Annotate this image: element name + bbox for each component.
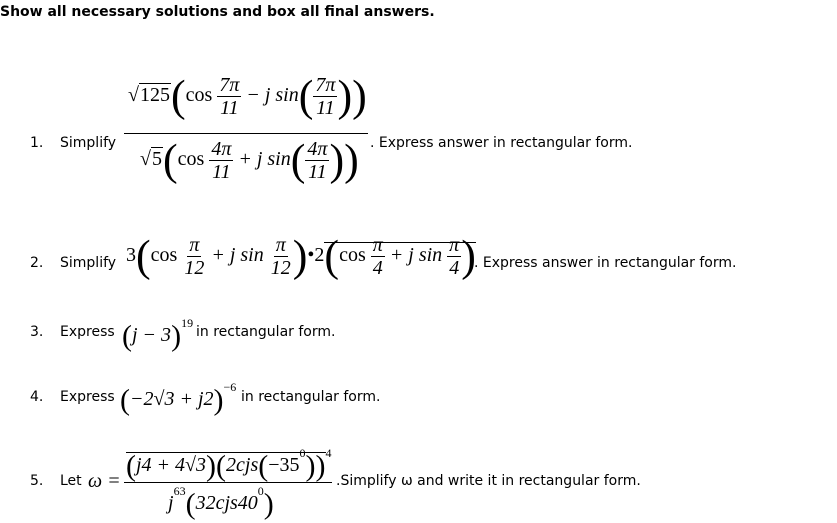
problem-1-lead: Simplify xyxy=(60,135,117,151)
problem-4-tail: in rectangular form. xyxy=(241,389,381,405)
problem-3-number: 3. xyxy=(30,324,44,340)
problem-3-tail: in rectangular form. xyxy=(196,324,336,340)
problem-5-number: 5. xyxy=(30,473,44,489)
problem-5-omega: ω = xyxy=(88,470,121,492)
problem-5-lead: Let xyxy=(60,473,82,489)
problem-4-lead: Express xyxy=(60,389,115,405)
instructions-heading: Show all necessary solutions and box all final answers. xyxy=(0,4,435,20)
problem-5-numerator: $(j4 + 4√3)(2cjs(-35^0))^4$ xyxy=(126,446,332,483)
problem-1-denominator: √5(cos $\frac{4\pi}{11}$ + j sin( $\frac{4\pi}{11}$ )) xyxy=(140,135,359,185)
problem-5-tail: .Simplify ω and write it in rectangular form. xyxy=(336,473,641,489)
problem-2-tail: . Express answer in rectangular form. xyxy=(474,255,737,271)
problem-5-fraction-bar xyxy=(124,482,332,483)
problem-2-lead: Simplify xyxy=(60,255,117,271)
problem-1-fraction-bar xyxy=(124,133,368,134)
problem-3-lead: Express xyxy=(60,324,115,340)
problem-2-expression: 3(cos $\frac{\pi}{12}$ + j sin $\frac{\pi}{12}$ )•2(cos $\frac{\pi}{4}$ + j sin $\frac{\pi}{4}$ ) xyxy=(126,231,476,281)
problem-4-number: 4. xyxy=(30,389,44,405)
problem-1-numerator: √125(cos $\frac{7\pi}{11}$ − j sin( $\frac{7\pi}{11}$ )) xyxy=(128,71,367,121)
problem-3-expression: $(j - 3)^{19}$ xyxy=(122,316,194,353)
problem-1-tail: . Express answer in rectangular form. xyxy=(370,135,633,151)
problem-4-expression: $(-2√3 + j2)^{-6}$ xyxy=(120,380,237,417)
problem-5-denominator: $j^{63}(32cjs40^0)$ xyxy=(168,484,274,521)
problem-2-number: 2. xyxy=(30,255,44,271)
problem-1-number: 1. xyxy=(30,135,44,151)
